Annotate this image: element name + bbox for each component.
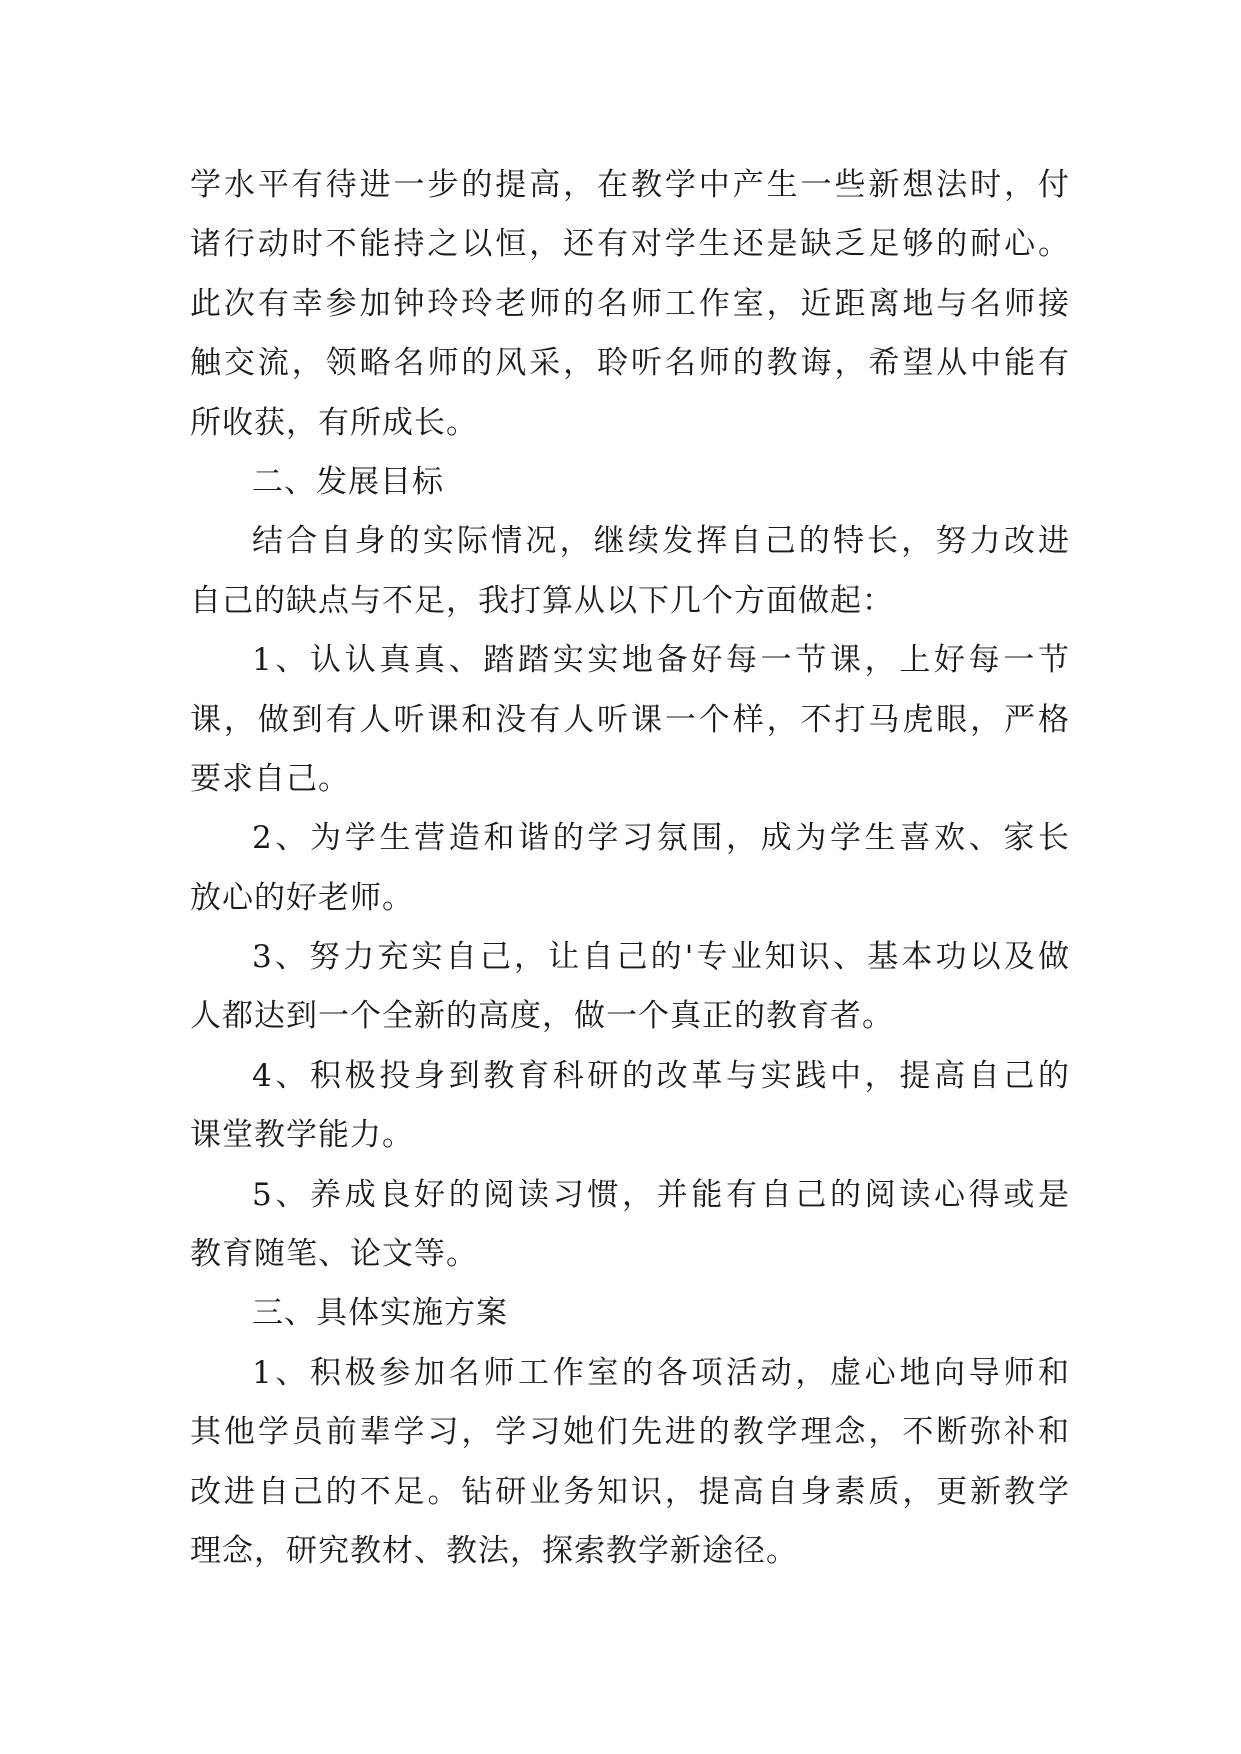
section-heading: 三、具体实施方案: [252, 1295, 508, 1332]
text-line: 其他学员前辈学习，学习她们先进的教学理念，不断弥补和: [190, 1414, 1070, 1451]
list-item-first-line: 4、积极投身到教育科研的改革与实践中，提高自己的: [252, 1057, 1070, 1094]
text-line: 触交流，领略名师的风采，聆听名师的教诲，希望从中能有: [190, 345, 1070, 382]
text-line: 此次有幸参加钟玲玲老师的名师工作室，近距离地与名师接: [190, 285, 1070, 322]
body-text: [190, 156, 1070, 1581]
text-line: 教育随笔、论文等。: [190, 1236, 478, 1273]
list-item-first-line: 5、养成良好的阅读习惯，并能有自己的阅读心得或是: [252, 1176, 1070, 1213]
text-line: 所收获，有所成长。: [190, 404, 478, 441]
list-item-first-line: 3、努力充实自己，让自己的'专业知识、基本功以及做: [252, 939, 1070, 976]
text-line: 放心的好老师。: [190, 879, 414, 916]
list-item-first-line: 1、积极参加名师工作室的各项活动，虚心地向导师和: [252, 1354, 1070, 1391]
text-line: 理念，研究教材、教法，探索教学新途径。: [190, 1532, 798, 1569]
paragraph-first-line: 结合自身的实际情况，继续发挥自己的特长，努力改进: [252, 523, 1070, 560]
text-line: 人都达到一个全新的高度，做一个真正的教育者。: [190, 998, 894, 1035]
text-line: 自己的缺点与不足，我打算从以下几个方面做起：: [190, 582, 894, 619]
text-line: 诸行动时不能持之以恒，还有对学生还是缺乏足够的耐心。: [190, 226, 1070, 263]
text-line: 改进自己的不足。钻研业务知识，提高自身素质，更新教学: [190, 1473, 1070, 1510]
text-line: 学水平有待进一步的提高，在教学中产生一些新想法时，付: [190, 167, 1070, 203]
section-heading: 二、发展目标: [252, 463, 444, 500]
list-item-first-line: 2、为学生营造和谐的学习氛围，成为学生喜欢、家长: [252, 820, 1070, 857]
text-line: 课堂教学能力。: [190, 1117, 414, 1154]
list-item-first-line: 1、认认真真、踏踏实实地备好每一节课，上好每一节: [252, 642, 1070, 679]
text-line: 课，做到有人听课和没有人听课一个样，不打马虎眼，严格: [190, 701, 1070, 738]
text-line: 要求自己。: [190, 760, 350, 797]
